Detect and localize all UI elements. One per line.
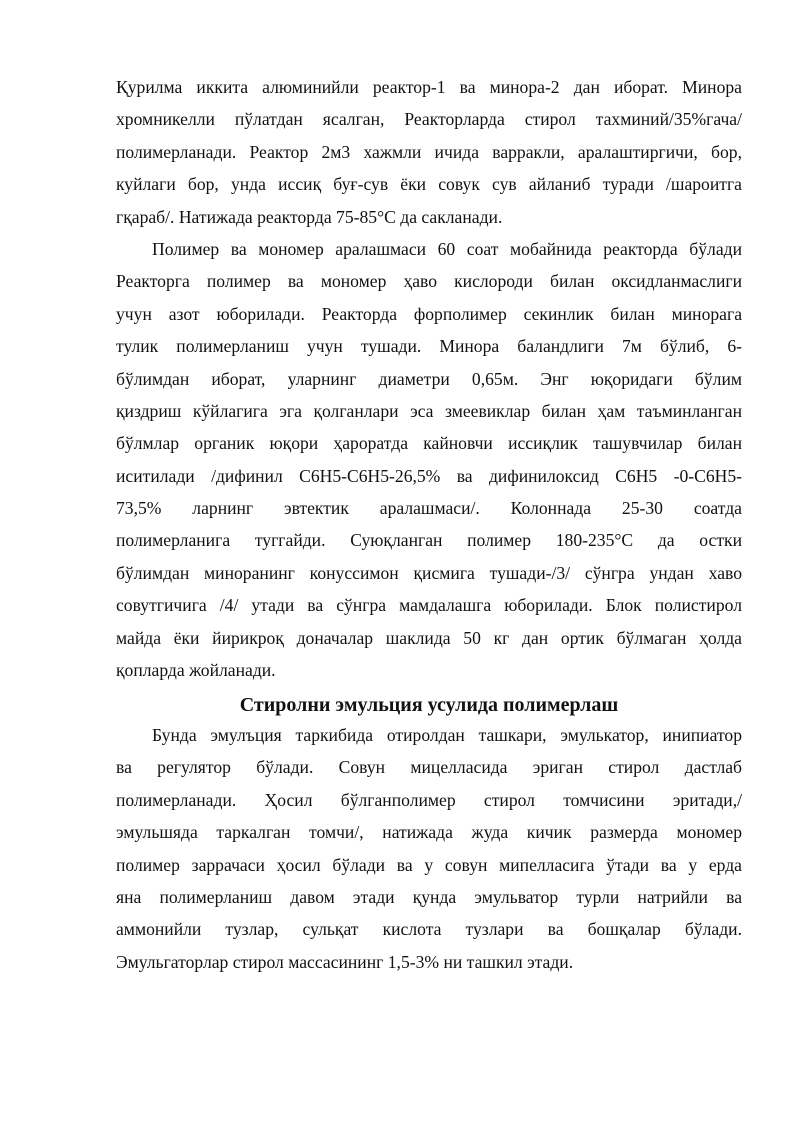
- text-line: Реакторга полимер ва мономер ҳаво кислороди билан оксидланмаслиги: [116, 271, 742, 292]
- text-line: полимер заррачаси ҳосил бўлади ва у совун мипелласига ўтади ва у ерда: [116, 854, 742, 875]
- text-line: аммонийли тузлар, сульқат кислота тузлари ва бошқалар бўлади.: [116, 919, 742, 940]
- text-line: эмульшяда таркалган томчи/, натижада жуда кичик размерда мономер: [116, 822, 742, 843]
- text-line: полимерланига туггайди. Суюқланган полимер 180-235°С да остки: [116, 530, 742, 551]
- text-line: 73,5% ларнинг эвтектик аралашмаси/. Колоннада 25-30 соатда: [116, 498, 742, 519]
- text-line: ва регулятор бўлади. Совун мицелласида эриган стирол дастлаб: [116, 757, 742, 778]
- text-line: учун азот юборилади. Реакторда форполимер секинлик билан минорага: [116, 303, 742, 324]
- text-line: куйлаги бор, унда иссиқ буғ-сув ёки совук сув айланиб туради /шароитга: [116, 174, 742, 195]
- text-line: совутгичига /4/ утади ва сўнгра мамдалашга юборилади. Блок полистирол: [116, 595, 742, 616]
- paragraph-emulsion-method: [116, 724, 742, 983]
- section-heading: Стиролни эмульция усулида полимерлаш: [239, 694, 619, 716]
- text-line: полимерланади. Ҳосил бўлганполимер стирол томчисини эритади,/: [116, 789, 742, 810]
- text-line: қопларда жойланади.: [116, 660, 276, 681]
- text-line: тулик полимерланиш учун тушади. Минора баландлиги 7м бўлиб, 6-: [116, 336, 742, 357]
- text-line: полимерланади. Реактор 2м3 хажмли ичида варракли, аралаштиргичи, бор,: [116, 141, 742, 162]
- text-line: бўлимдан минoранинг конуссимон қисмига тушади-/3/ сўнгра ундан хаво: [116, 562, 742, 583]
- text-line: бўлимдан иборат, уларнинг диаметри 0,65м. Энг юқоридаги бўлим: [116, 368, 742, 389]
- text-line: Эмульгаторлар стирол массасининг 1,5-3% ни ташкил этади.: [116, 951, 574, 972]
- paragraph-equipment: [116, 76, 742, 238]
- text-line: гқараб/. Натижада реакторда 75-85°С да сакланади.: [116, 206, 503, 227]
- body-text-lower: [116, 724, 742, 983]
- paragraph-polymerization-process: [116, 238, 742, 691]
- text-line: иситилади /дифинил С6Н5-С6Н5-26,5% ва дифинилоксид С6Н5 -0-С6Н5-: [116, 465, 742, 486]
- text-line: бўлмлар органик юқори ҳароратда кайновчи иссиқлик ташувчилар билан: [116, 433, 742, 454]
- body-text-upper: [116, 76, 742, 691]
- text-line: Полимер ва мономер аралашмаси 60 соат мобайнида реакторда бўлади: [152, 238, 742, 259]
- text-line: хромникелли пўлатдан ясалган, Реакторларда стирол тахминий/35%гача/: [116, 109, 742, 130]
- text-line: майда ёки йирикроқ доначалар шаклида 50 кг дан ортик бўлмаган ҳолда: [116, 627, 742, 648]
- text-line: Қурилма иккита алюминийли реактор-1 ва минора-2 дан иборат. Минора: [116, 77, 742, 97]
- text-line: яна полимерланиш давом этади қунда эмульватор турли натрийли ва: [116, 886, 742, 907]
- text-line: Бунда эмулъция таркибида отиролдан ташкари, эмулькатор, инипиатор: [152, 725, 742, 745]
- text-line: қиздриш кўйлагига эга қолганлари эса змеевиклар билан ҳам таъминланган: [116, 400, 742, 421]
